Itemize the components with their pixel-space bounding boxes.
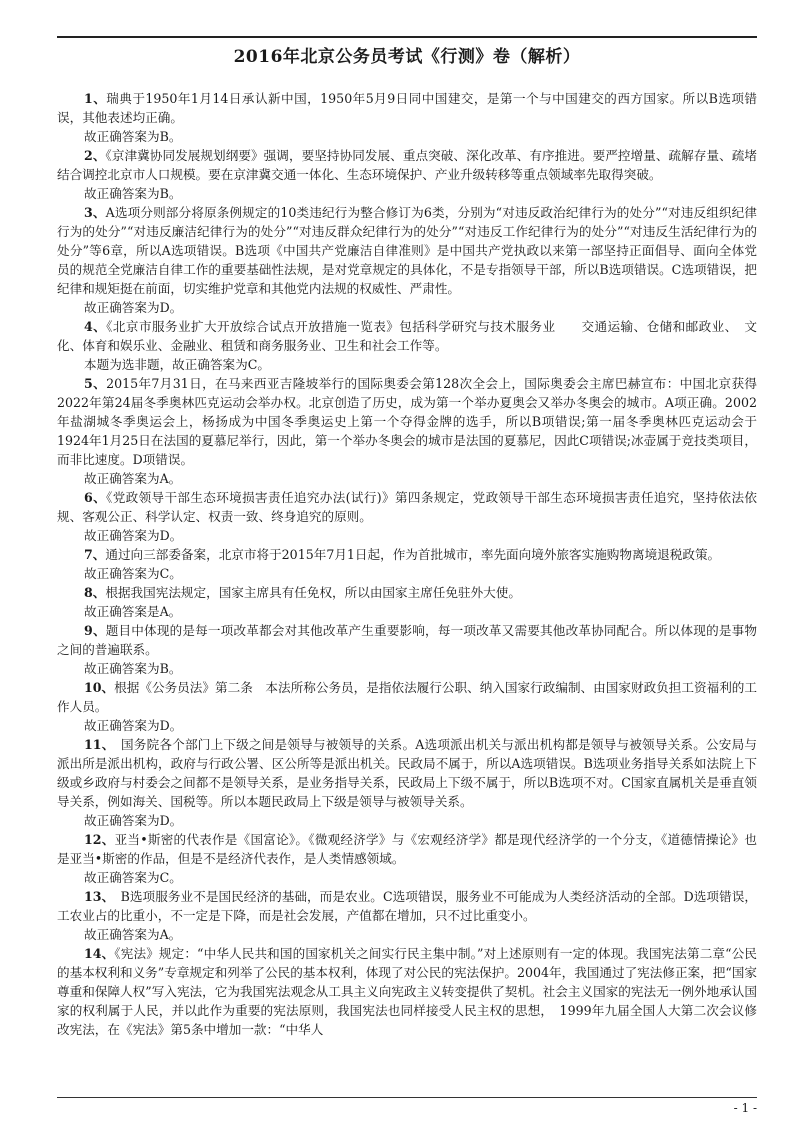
- answer-line: 故正确答案为B。: [84, 661, 182, 676]
- item-text: 根据我国宪法规定，国家主席具有任免权，所以由国家主席任免驻外大使。: [105, 585, 521, 600]
- item-text: 《北京市服务业扩大开放综合试点开放措施一览表》包括科学研究与技术服务业 交通运输、仓储和邮政业、 文化、体育和娱乐业、金融业、租赁和商务服务业、卫生和社会工作等。: [57, 319, 757, 353]
- item-number: 2、: [84, 148, 106, 163]
- item-6: [57, 488, 757, 545]
- item-number: 11、: [84, 737, 109, 752]
- item-7: [57, 545, 757, 583]
- item-text: A选项分则部分将原条例规定的10类违纪行为整合修订为6类，分别为“对违反政治纪律行为的处分”“对违反组织纪律行为的处分”“对违反廉洁纪律行为的处分”“对违反群众纪律行为的处分”“对违反工作纪律行为的处分”“对违反生活纪律行为的处分”等6章，所以A选项错误。B选项《中国共产党廉洁自律准则》是中国共产党执政以来第一部坚持正面倡导、面向全体党员的规范全党廉洁自律工作的重要基础性法规，是对党章规定的具体化，不是专指领导干部，所以B选项错误。C选项错误，把纪律和规矩挺在前面，切实维护党章和其他党内法规的权威性、严肃性。: [57, 205, 758, 296]
- item-number: 13、: [84, 889, 108, 904]
- item-1: [57, 89, 757, 146]
- answer-line: 故正确答案为B。: [84, 129, 182, 144]
- answer-line: 故正确答案为D。: [84, 718, 183, 733]
- answer-line: 故正确答案为A。: [84, 927, 182, 942]
- item-number: 7、: [84, 547, 106, 562]
- item-10: [57, 678, 757, 735]
- item-4: [57, 317, 757, 374]
- item-number: 14、: [84, 946, 115, 961]
- item-number: 1、: [84, 91, 107, 106]
- answer-line: 故正确答案为C。: [84, 870, 182, 885]
- item-number: 10、: [84, 680, 115, 695]
- item-5: [57, 374, 757, 488]
- item-text: 通过向三部委备案，北京市将于2015年7月1日起，作为首批城市，率先面向境外旅客实施购物离境退税政策。: [105, 547, 721, 562]
- answer-line: 故正确答案为D。: [84, 300, 183, 315]
- item-2: [57, 146, 757, 203]
- item-text: B选项服务业不是国民经济的基础，而是农业。C选项错误，服务业不可能成为人类经济活动的全部。D选项错误，工农业占的比重小，不一定是下降，而是社会发展，产值都在增加，只不过比重变小。: [57, 889, 757, 923]
- item-number: 6、: [84, 490, 107, 505]
- answer-line: 故正确答案为A。: [84, 471, 182, 486]
- item-number: 8、: [84, 585, 106, 600]
- item-3: [57, 203, 757, 317]
- item-8: [57, 583, 757, 621]
- item-text: 题目中体现的是每一项改革都会对其他改革产生重要影响，每一项改革又需要其他改革协同配合。所以体现的是事物之间的普遍联系。: [57, 623, 757, 657]
- item-text: 根据《公务员法》第二条 本法所称公务员，是指依法履行公职、纳入国家行政编制、由国家财政负担工资福利的工作人员。: [57, 680, 758, 714]
- item-text: 亚当•斯密的代表作是《国富论》。《微观经济学》与《宏观经济学》都是现代经济学的一个分支，《道德情操论》也是亚当•斯密的作品，但是不是经济代表作，是人类情感领域。: [57, 832, 757, 866]
- footer-rule: [57, 1097, 757, 1098]
- answer-line: 故正确答案为B。: [84, 186, 182, 201]
- item-text: 瑞典于1950年1月14日承认新中国，1950年5月9日同中国建交，是第一个与中国建交的西方国家。所以B选项错误，其他表述均正确。: [57, 91, 757, 125]
- item-number: 9、: [84, 623, 106, 638]
- document-page: [57, 0, 757, 1132]
- item-13: [57, 887, 757, 944]
- item-text: 《党政领导干部生态环境损害责任追究办法(试行)》第四条规定，党政领导干部生态环境损害责任追究，坚持依法依规、客观公正、科学认定、权责一致、终身追究的原则。: [57, 490, 758, 524]
- header-rule: [57, 36, 757, 38]
- item-number: 12、: [84, 832, 115, 847]
- answer-line: 故正确答案为D。: [84, 528, 183, 543]
- item-11: [57, 735, 757, 830]
- item-12: [57, 830, 757, 887]
- item-text: 国务院各个部门上下级之间是领导与被领导的关系。A选项派出机关与派出机构都是领导与被领导关系。公安局与派出所是派出机构，政府与行政公署、区公所等是派出机关。民政局不属于，所以A选项错误。B选项业务指导关系如法院上下级或乡政府与村委会之间都不是领导关系，是业务指导关系，民政局上下级不属于，所以B选项不对。C国家直属机关是垂直领导关系，例如海关、国税等。所以本题民政局上下级是领导与被领导关系。: [57, 737, 757, 809]
- item-number: 5、: [84, 376, 107, 391]
- item-9: [57, 621, 757, 678]
- item-number: 3、: [84, 205, 106, 220]
- document-body: [57, 89, 757, 1039]
- answer-line: 本题为选非题，故正确答案为C。: [84, 357, 270, 372]
- item-text: 《京津冀协同发展规划纲要》强调，要坚持协同发展、重点突破、深化改革、有序推进。要严控增量、疏解存量、疏堵结合调控北京市人口规模。要在京津冀交通一体化、生态环境保护、产业升级转移等重点领域率先取得突破。: [57, 148, 758, 182]
- item-text: 2015年7月31日，在马来西亚吉隆坡举行的国际奥委会第128次全会上，国际奥委会主席巴赫宣布：中国北京获得2022年第24届冬季奥林匹克运动会举办权。北京创造了历史，成为第一个举办夏奥会又举办冬奥会的城市。A项正确。2002年盐湖城冬季奥运会上，杨扬成为中国冬季奥运史上第一个夺得金牌的选手，所以B项错误;第一届冬季奥林匹克运动会于1924年1月25日在法国的夏慕尼举行，因此，第一个举办冬奥会的城市是法国的夏慕尼，因此C项错误;冰壶属于竞技类项目，而非比速度。D项错误。: [57, 376, 757, 467]
- item-text: 《宪法》规定：“中华人民共和国的国家机关之间实行民主集中制。”对上述原则有一定的体现。我国宪法第二章“公民的基本权利和义务”专章规定和列举了公民的基本权利，体现了对公民的宪法保护。2004年，我国通过了宪法修正案，把“国家尊重和保障人权”写入宪法，它为我国宪法观念从工具主义向宪政主义转变提供了契机。社会主义国家的宪法无一例外地承认国家的权利属于人民，并以此作为重要的宪法原则，我国宪法也同样接受人民主权的思想， 1999年九届全国人大第二次会议修改宪法，在《宪法》第5条中增加一款：“中华人: [57, 946, 757, 1037]
- answer-line: 故正确答案为D。: [84, 813, 183, 828]
- answer-line: 故正确答案为C。: [84, 566, 182, 581]
- answer-line: 故正确答案是A。: [84, 604, 182, 619]
- item-14: [57, 944, 757, 1039]
- document-title: 2016年北京公务员考试《行测》卷（解析）: [233, 47, 581, 67]
- page-number: - 1 -: [733, 1101, 757, 1115]
- item-number: 4、: [84, 319, 107, 334]
